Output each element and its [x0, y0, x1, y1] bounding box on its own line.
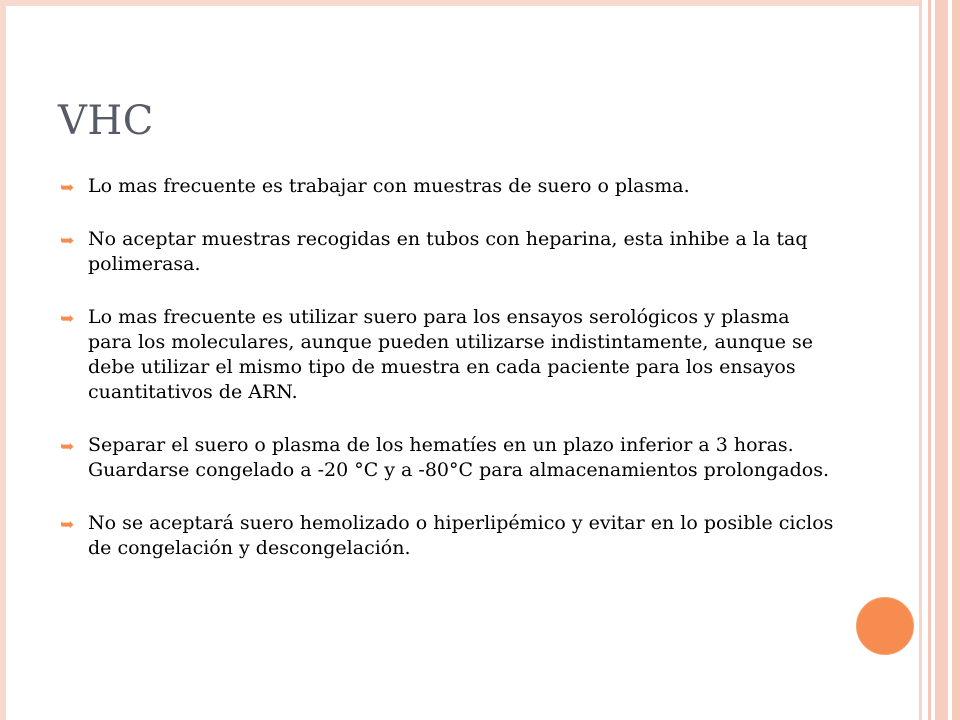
bullet-item-2: [58, 227, 838, 277]
bullet-text: Separar el suero o plasma de los hematíes en un plazo inferior a 3 horas. Guardarse congelado a -20 °C y a -80°C para almacenamientos prolongados.: [88, 434, 829, 481]
accent-circle: [856, 597, 914, 655]
bullet-item-3: [58, 305, 838, 405]
bullet-item-1: [58, 174, 838, 199]
bullet-list: [58, 174, 838, 589]
bullet-icon: ➥: [60, 437, 75, 457]
bullet-icon: ➥: [60, 515, 75, 535]
bullet-text: No aceptar muestras recogidas en tubos con heparina, esta inhibe a la taq polimerasa.: [88, 228, 808, 275]
slide-title: VHC: [58, 98, 154, 144]
bullet-icon: ➥: [60, 231, 75, 251]
bullet-text: Lo mas frecuente es utilizar suero para los ensayos serológicos y plasma para los moleculares, aunque pueden utilizarse indistintamente, aunque se debe utilizar el mismo tipo de muestra en cada paciente para los ensayos cuantitativos de ARN.: [88, 306, 813, 403]
bullet-text: Lo mas frecuente es trabajar con muestras de suero o plasma.: [88, 175, 690, 197]
bullet-icon: ➥: [60, 309, 75, 329]
decorative-side-stripes: [919, 0, 960, 720]
bullet-icon: ➥: [60, 178, 75, 198]
bullet-item-4: [58, 433, 838, 483]
bullet-text: No se aceptará suero hemolizado o hiperlipémico y evitar en lo posible ciclos de congelación y descongelación.: [88, 512, 834, 559]
bullet-item-5: [58, 511, 838, 561]
